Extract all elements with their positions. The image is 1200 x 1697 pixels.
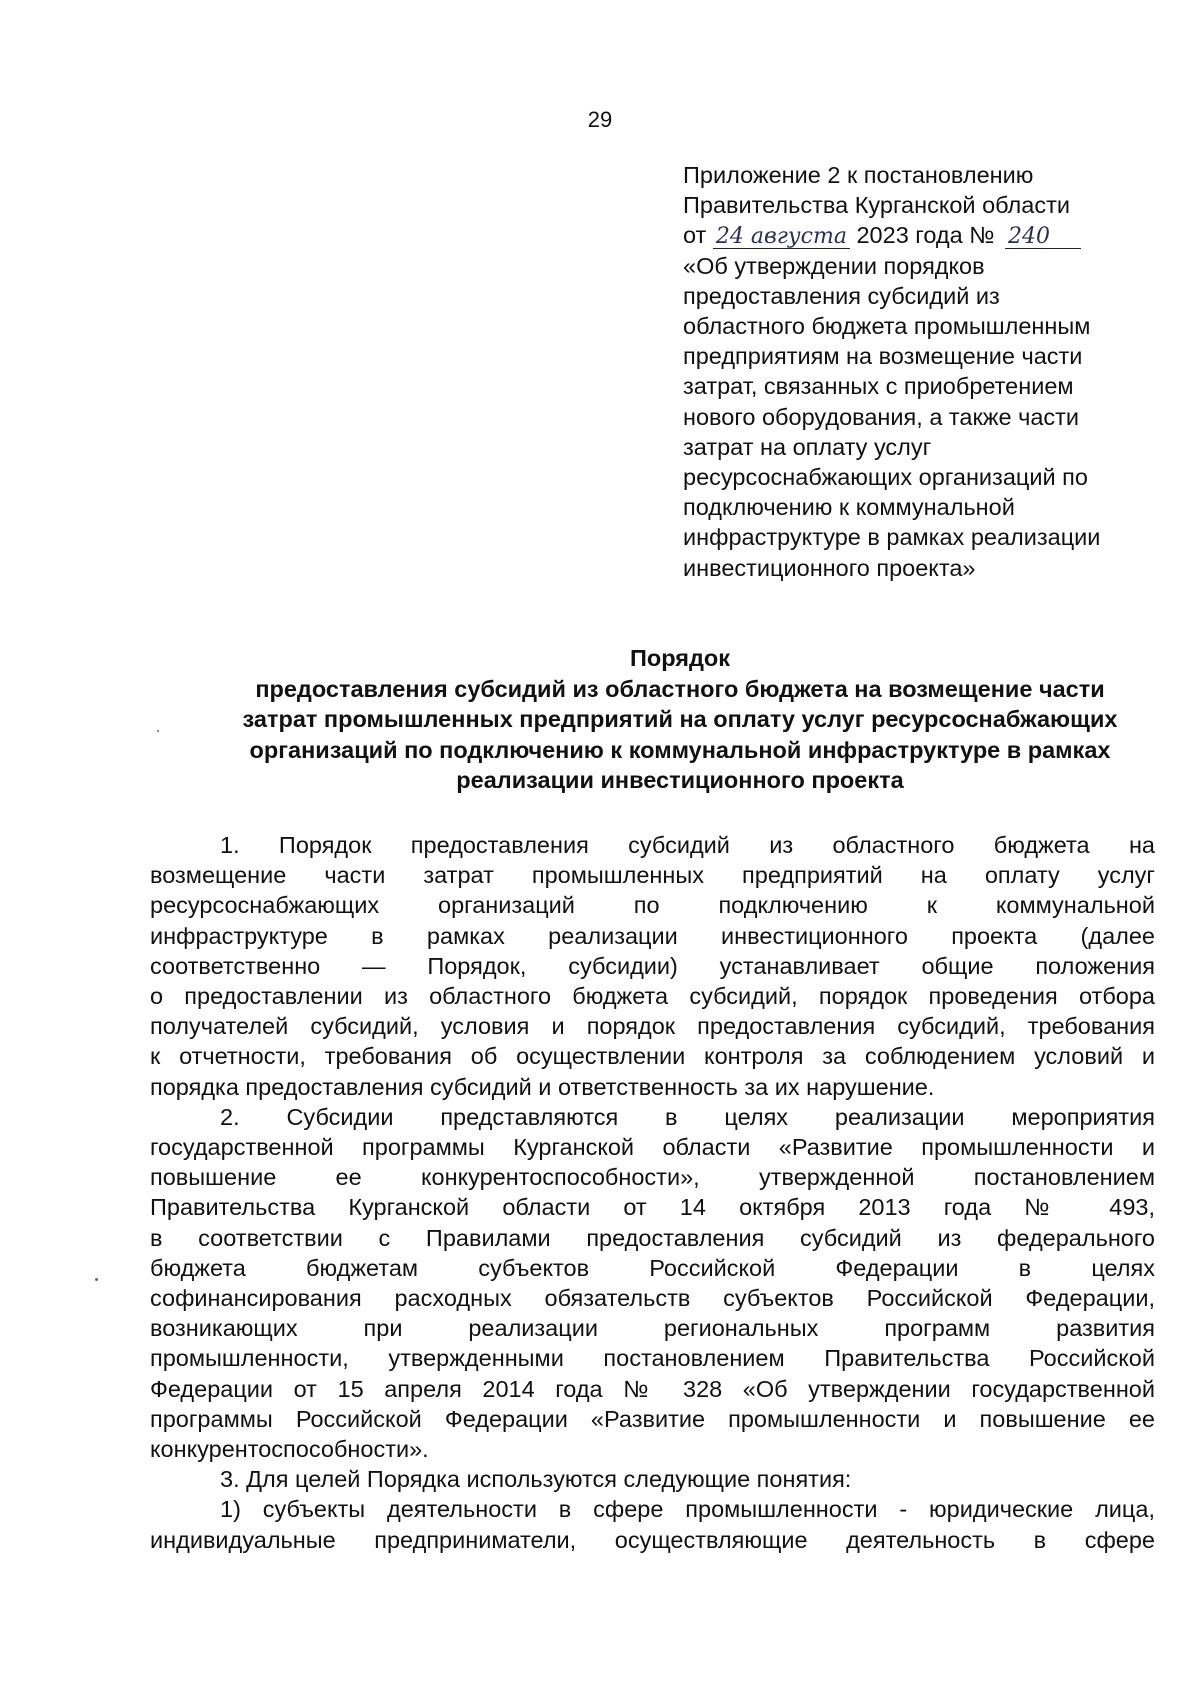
title-line: затрат промышленных предприятий на оплату услуг ресурсоснабжающих	[242, 706, 1118, 732]
text-line: в соответствии с Правилами предоставления субсидий из федерального	[150, 1224, 1155, 1251]
title-line: организаций по подключению к коммунальной инфраструктуре в рамках	[249, 736, 1111, 763]
title-heading: Порядок	[629, 645, 731, 671]
date-prefix: от	[683, 222, 707, 249]
appendix-line: инвестиционного проекта»	[683, 554, 976, 581]
text-line: программы Российской Федерации «Развитие промышленности и повышение ее	[150, 1405, 1155, 1432]
text-line: к отчетности, требования об осуществлении контроля за соблюдением условий и	[150, 1043, 1155, 1070]
page-number: 29	[587, 107, 613, 132]
paragraph-1	[150, 830, 1155, 1102]
text-line: промышленности, утвержденными постановлением Правительства Российской	[150, 1345, 1155, 1372]
appendix-line: предприятиям на возмещение части	[683, 343, 1083, 370]
text-line: софинансирования расходных обязательств субъектов Российской Федерации,	[150, 1285, 1155, 1312]
scan-speck	[157, 730, 159, 732]
text-line: 2. Субсидии представляются в целях реализации мероприятия	[220, 1103, 1155, 1130]
document-title	[150, 643, 1200, 796]
appendix-line: «Об утверждении порядков	[683, 252, 985, 279]
title-line: реализации инвестиционного проекта	[456, 767, 904, 793]
paragraph-2	[150, 1102, 1155, 1464]
text-line: конкурентоспособности».	[150, 1436, 429, 1463]
appendix-line: Приложение 2 к постановлению	[683, 162, 1034, 188]
text-line: о предоставлении из областного бюджета субсидий, порядок проведения отбора	[150, 983, 1155, 1010]
date-year: 2023 года №	[856, 222, 995, 249]
appendix-line: затрат, связанных с приобретением	[683, 373, 1074, 400]
appendix-line: подключению к коммунальной	[683, 494, 1015, 521]
appendix-line: ресурсоснабжающих организаций по	[683, 464, 1088, 491]
text-line: 1. Порядок предоставления субсидий из областного бюджета на	[220, 832, 1155, 858]
text-line: инфраструктуре в рамках реализации инвестиционного проекта (далее	[150, 922, 1155, 949]
document-body	[150, 830, 1155, 1555]
appendix-line: затрат на оплату услуг	[683, 433, 932, 460]
appendix-line: предоставления субсидий из	[683, 282, 1000, 309]
text-line: соответственно — Порядок, субсидии) устанавливает общие положения	[150, 952, 1155, 979]
appendix-line: областного бюджета промышленным	[683, 313, 1091, 340]
paragraph-4	[150, 1494, 1155, 1554]
text-line: 3. Для целей Порядка используются следующие понятия:	[220, 1466, 852, 1493]
text-line: получателей субсидий, условия и порядок предоставления субсидий, требования	[150, 1013, 1155, 1040]
text-line: Правительства Курганской области от 14 октября 2013 года № 493,	[150, 1194, 1155, 1221]
text-line: государственной программы Курганской области «Развитие промышленности и	[150, 1134, 1155, 1161]
scan-speck	[95, 1278, 98, 1281]
text-line: индивидуальные предприниматели, осуществляющие деятельность в сфере	[150, 1526, 1155, 1553]
text-line: 1) субъекты деятельности в сфере промышленности - юридические лица,	[220, 1496, 1155, 1523]
text-line: ресурсоснабжающих организаций по подключению к коммунальной	[150, 892, 1155, 919]
handwritten-number: 240	[1005, 226, 1081, 249]
appendix-line: нового оборудования, а также части	[683, 403, 1080, 430]
appendix-line: Правительства Курганской области	[683, 192, 1070, 219]
handwritten-date: 24 августа	[713, 226, 850, 249]
text-line: возмещение части затрат промышленных предприятий на оплату услуг	[150, 862, 1155, 889]
text-line: повышение ее конкурентоспособности», утвержденной постановлением	[150, 1164, 1155, 1191]
appendix-date-line	[683, 220, 1163, 250]
title-line: предоставления субсидий из областного бюджета на возмещение части	[255, 675, 1105, 702]
text-line: порядка предоставления субсидий и ответственность за их нарушение.	[150, 1073, 935, 1100]
paragraph-3	[150, 1464, 1155, 1494]
appendix-line: инфраструктуре в рамках реализации	[683, 524, 1101, 551]
text-line: Федерации от 15 апреля 2014 года № 328 «Об утверждении государственной	[150, 1375, 1155, 1402]
text-line: возникающих при реализации региональных программ развития	[150, 1315, 1155, 1342]
text-line: бюджета бюджетам субъектов Российской Федерации в целях	[150, 1254, 1155, 1281]
appendix-header	[683, 160, 1163, 583]
